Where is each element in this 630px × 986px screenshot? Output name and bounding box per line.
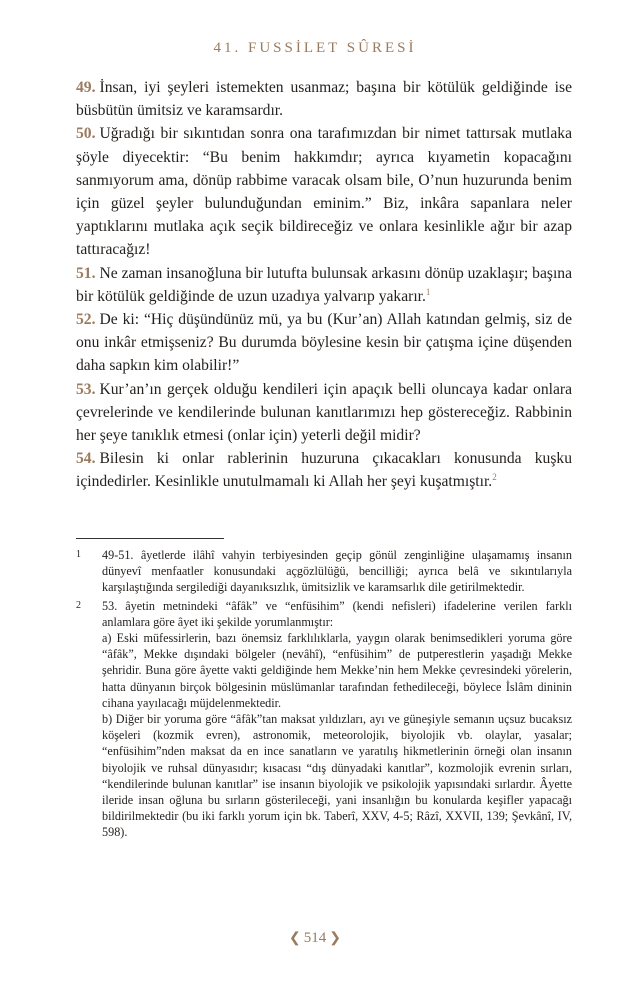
footnote-body: [102, 547, 572, 596]
footnote-body: [102, 598, 572, 841]
ornament-right-icon: ❯: [329, 931, 341, 946]
verse-list: [76, 76, 572, 494]
footnote-number: 2: [76, 599, 81, 611]
ornament-left-icon: ❮: [289, 931, 301, 946]
footnote-paragraph: a) Eski müfessirlerin, bazı önemsiz farklılıklarla, yaygın olarak benimsedikleri yoruma göre “âfâk”, Mekke dışındaki bölgeler (nevâhî), “enfüsihim” de putperestlerin yaşadığı Mekke şehridir. Buna göre âyette vakti geldiğinde hem Mekke’nin hem Mekke çevresindeki yörelerin, hatta dünyanın birçok bölgesinin müslümanlar tarafından fethedileceği, böylece İslâm dininin cihana yayılacağı müjdelenmektedir.: [102, 631, 572, 710]
verse-number: 52.: [76, 311, 96, 329]
footnote: [76, 598, 572, 841]
verse-text: De ki: “Hiç düşündünüz mü, ya bu (Kur’an) Allah katından gelmiş, siz de onu inkâr etmişseniz? Bu durumda böylesine kesin bir çatışma içine düşenden daha sapkın kim olabilir!”: [76, 311, 572, 375]
verse-text: Kur’an’ın gerçek olduğu kendileri için apaçık belli oluncaya kadar onlara çevrelerinde ve kendilerinde bulunan kanıtlarımızı hep göstereceğiz. Rabbinin her şeye tanıklık etmesi (onlar için) yeterli değil midir?: [76, 380, 572, 445]
verse: [76, 378, 572, 448]
footnote-reference[interactable]: 2: [492, 472, 497, 483]
verse-number: 49.: [76, 79, 96, 96]
verse-text: Uğradığı bir sıkıntıdan sonra ona tarafımızdan bir nimet tattırsak mutlaka şöyle diyecektir: “Bu benim hakkımdır; ayrıca kıyametin kopacağını sanmıyorum ama, dönüp rabbime varacak olsam bile, O’nun huzurunda benim için güzel şeyler bulunduğundan eminim.” Biz, inkâra sapanlara neler yaptıklarını mutlaka açık seçik bildireceğiz ve onlara kesinlikle ağır bir azap tattıracağız!: [76, 125, 572, 259]
footnote: [76, 547, 572, 596]
verse: [76, 262, 572, 308]
footnote-reference[interactable]: 1: [425, 286, 431, 297]
verse-number: 53.: [76, 380, 96, 398]
footnote-paragraph: 53. âyetin metnindeki “âfâk” ve “enfüsihim” (kendi nefisleri) ifadelerine verilen farklı anlamlara göre âyet iki şekilde yorumlanmıştır:: [102, 598, 572, 629]
page-number-footer: [0, 930, 630, 947]
page-number: 514: [303, 930, 327, 946]
footnote-divider: [76, 538, 224, 539]
verse: [76, 308, 572, 378]
verse-number: 54.: [76, 450, 96, 468]
verse-text: İnsan, iyi şeyleri istemekten usanmaz; başına bir kötülük geldiğinde ise büsbütün ümitsiz ve karamsardır.: [76, 79, 572, 120]
footnote-list: [76, 547, 572, 843]
footnote-paragraph: b) Diğer bir yoruma göre “âfâk”tan maksat yıldızları, ayı ve güneşiyle semanın uçsuz bucaksız köşeleri (kozmik evren), astronomik, meteorolojik, biyolojik vb. olaylar, yasalar; “enfüsihim”nden maksat da en ince sanatların ve yaratılış hikmetlerinin örneği olan insanın biyolojik ve ruhsal dünyasıdır; kısacası “dış dünyadaki kanıtlar”, kozmolojik evrenin sırları, “kendilerinde bulunan kanıtlar” ise insanın biyolojik ve psikolojik yapısındaki sırlardır. Âyette ileride insan oğluna bu sırların gösterileceği, yani insanlığın bu konularda keşifler yapacağı bildirilmektedir (bu iki farklı yorum için bk. Taberî, XXV, 4-5; Râzî, XXVII, 139; Şevkânî, IV, 598).: [102, 712, 572, 840]
verse: [76, 76, 572, 122]
verse-text: Ne zaman insanoğluna bir lutufta bulunsak arkasını dönüp uzaklaşır; başına bir kötülük geldiğinde de uzun uzadıya yalvarıp yakarır.: [76, 264, 572, 305]
verse-number: 50.: [76, 125, 96, 143]
footnote-number: 1: [76, 549, 81, 560]
verse: [76, 447, 572, 493]
verse-text: Bilesin ki onlar rablerinin huzuruna çıkacakları konusunda kuşku içindedirler. Kesinlikle unutulmamalı ki Allah her şeyi kuşatmıştır.: [76, 450, 572, 491]
footnote-paragraph: 49-51. âyetlerde ilâhî vahyin terbiyesinden geçip gönül zenginliğine ulaşamamış insanın dünyevî menfaatler konusundaki açgözlülüğü, bencilliği; ayrıca belâ ve sıkıntılarıyla karşılaştığında sergilediği dayanıksızlık, ümitsizlik ve karamsarlık dile getirilmektedir.: [102, 548, 572, 595]
running-header: 41. FUSSİLET SÛRESİ: [213, 40, 417, 56]
verse-number: 51.: [76, 264, 96, 282]
verse: [76, 122, 572, 261]
